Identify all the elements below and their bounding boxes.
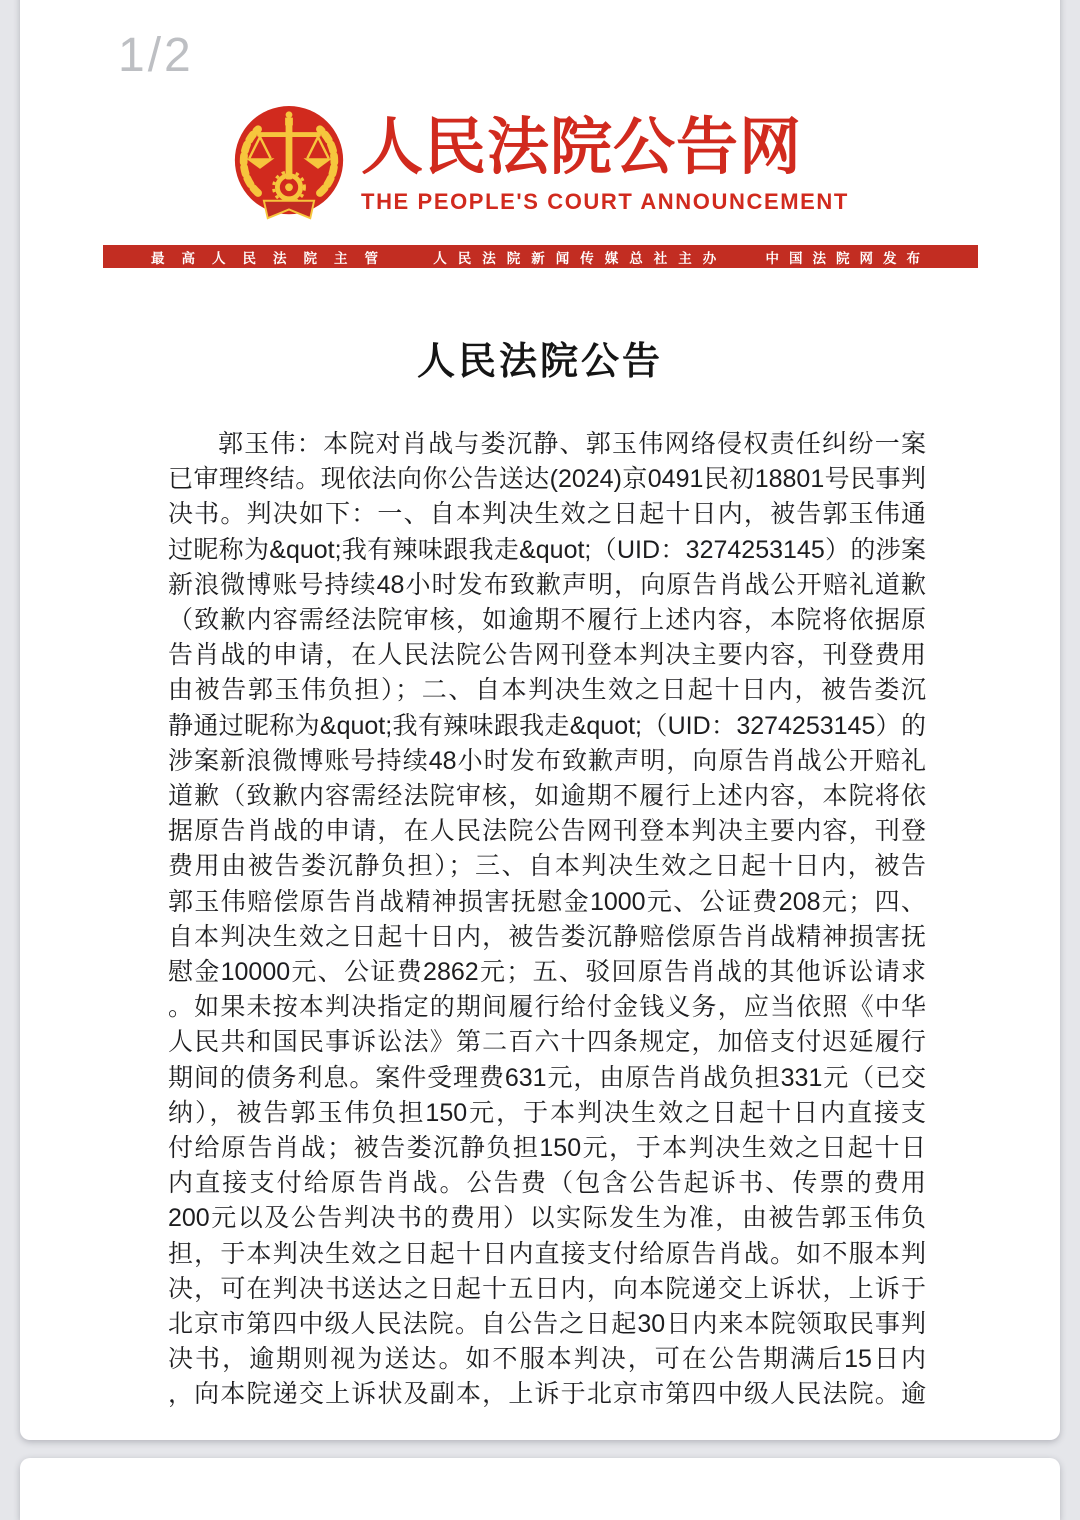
document-page-2-preview: [20, 1458, 1060, 1520]
body-line: 纳），被告郭玉伟负担150元，于本判决生效之日起十日内直接支: [168, 1098, 926, 1127]
banner-organizer-label: 人民法院新闻传媒总社主办: [433, 250, 728, 266]
announcement-body: [168, 427, 926, 1413]
body-line: 涉案新浪微博账号持续48小时发布致歉声明，向原告肖战公开赔礼: [168, 746, 926, 775]
body-line: 期间的债务利息。案件受理费631元，由原告肖战负担331元（已交: [168, 1063, 926, 1092]
site-header: [0, 102, 1080, 228]
body-line: 200元以及公告判决书的费用）以实际发生为准，由被告郭玉伟负: [168, 1204, 926, 1233]
announcement-title: 人民法院公告: [416, 341, 663, 383]
body-line: 已审理终结。现依法向你公告送达(2024)京0491民初18801号民事判: [168, 465, 926, 494]
body-line: 慰金10000元、公证费2862元；五、驳回原告肖战的其他诉讼请求: [168, 958, 926, 987]
body-line: 决，可在判决书送达之日起十五日内，向本院递交上诉状，上诉于: [168, 1274, 926, 1303]
body-line: 决书。判决如下：一、自本判决生效之日起十日内，被告郭玉伟通: [168, 500, 926, 529]
body-line: 决书，逾期则视为送达。如不服本判决，可在公告期满后15日内: [168, 1345, 926, 1374]
body-line: 内直接支付给原告肖战。公告费（包含公告起诉书、传票的费用: [168, 1169, 926, 1198]
body-line: 静通过昵称为&quot;我有辣味跟我走&quot;（UID：3274253145）的: [168, 711, 926, 740]
body-line: 付给原告肖战；被告娄沉静负担150元，于本判决生效之日起十日: [168, 1134, 926, 1163]
body-line: ，向本院递交上诉状及副本，上诉于北京市第四中级人民法院。逾: [168, 1380, 926, 1409]
body-line: 由被告郭玉伟负担）；二、自本判决生效之日起十日内，被告娄沉: [168, 676, 926, 705]
body-line: （致歉内容需经法院审核，如逾期不履行上述内容，本院将依据原: [168, 606, 926, 635]
body-line: 过昵称为&quot;我有辣味跟我走&quot;（UID：3274253145）的涉案: [168, 535, 926, 564]
body-line: 告肖战的申请，在人民法院公告网刊登本判决主要内容，刊登费用: [168, 641, 926, 670]
body-line: 新浪微博账号持续48小时发布致歉声明，向原告肖战公开赔礼道歉: [168, 570, 926, 599]
masthead-banner: [103, 245, 978, 268]
body-line: 郭玉伟：本院对肖战与娄沉静、郭玉伟网络侵权责任纠纷一案: [218, 430, 926, 458]
body-line: 人民共和国民事诉讼法》第二百六十四条规定，加倍支付迟延履行: [168, 1028, 926, 1057]
banner-publisher-label: 中国法院网发布: [765, 250, 930, 266]
banner-supervisor-label: 最高人民法院主管: [151, 250, 395, 266]
body-line: 道歉（致歉内容需经法院审核，如逾期不履行上述内容，本院将依: [168, 782, 926, 811]
body-line: 。如果未按本判决指定的期间履行给付金钱义务，应当依照《中华: [168, 993, 926, 1022]
body-line: 北京市第四中级人民法院。自公告之日起30日内来本院领取民事判: [168, 1310, 926, 1339]
court-emblem-icon: [231, 102, 347, 228]
body-line: 担，于本判决生效之日起十日内直接支付给原告肖战。如不服本判: [168, 1239, 926, 1268]
body-line: 郭玉伟赔偿原告肖战精神损害抚慰金1000元、公证费208元；四、: [168, 887, 926, 916]
body-line: 自本判决生效之日起十日内，被告娄沉静赔偿原告肖战精神损害抚: [168, 922, 926, 951]
site-logo-title: 人民法院公告网: [361, 113, 803, 183]
page-indicator: 1/2: [118, 29, 194, 82]
body-line: 费用由被告娄沉静负担）；三、自本判决生效之日起十日内，被告: [168, 852, 926, 881]
site-logo-subtitle: THE PEOPLE'S COURT ANNOUNCEMENT: [361, 188, 849, 214]
body-line: 据原告肖战的申请，在人民法院公告网刊登本判决主要内容，刊登: [168, 817, 926, 846]
